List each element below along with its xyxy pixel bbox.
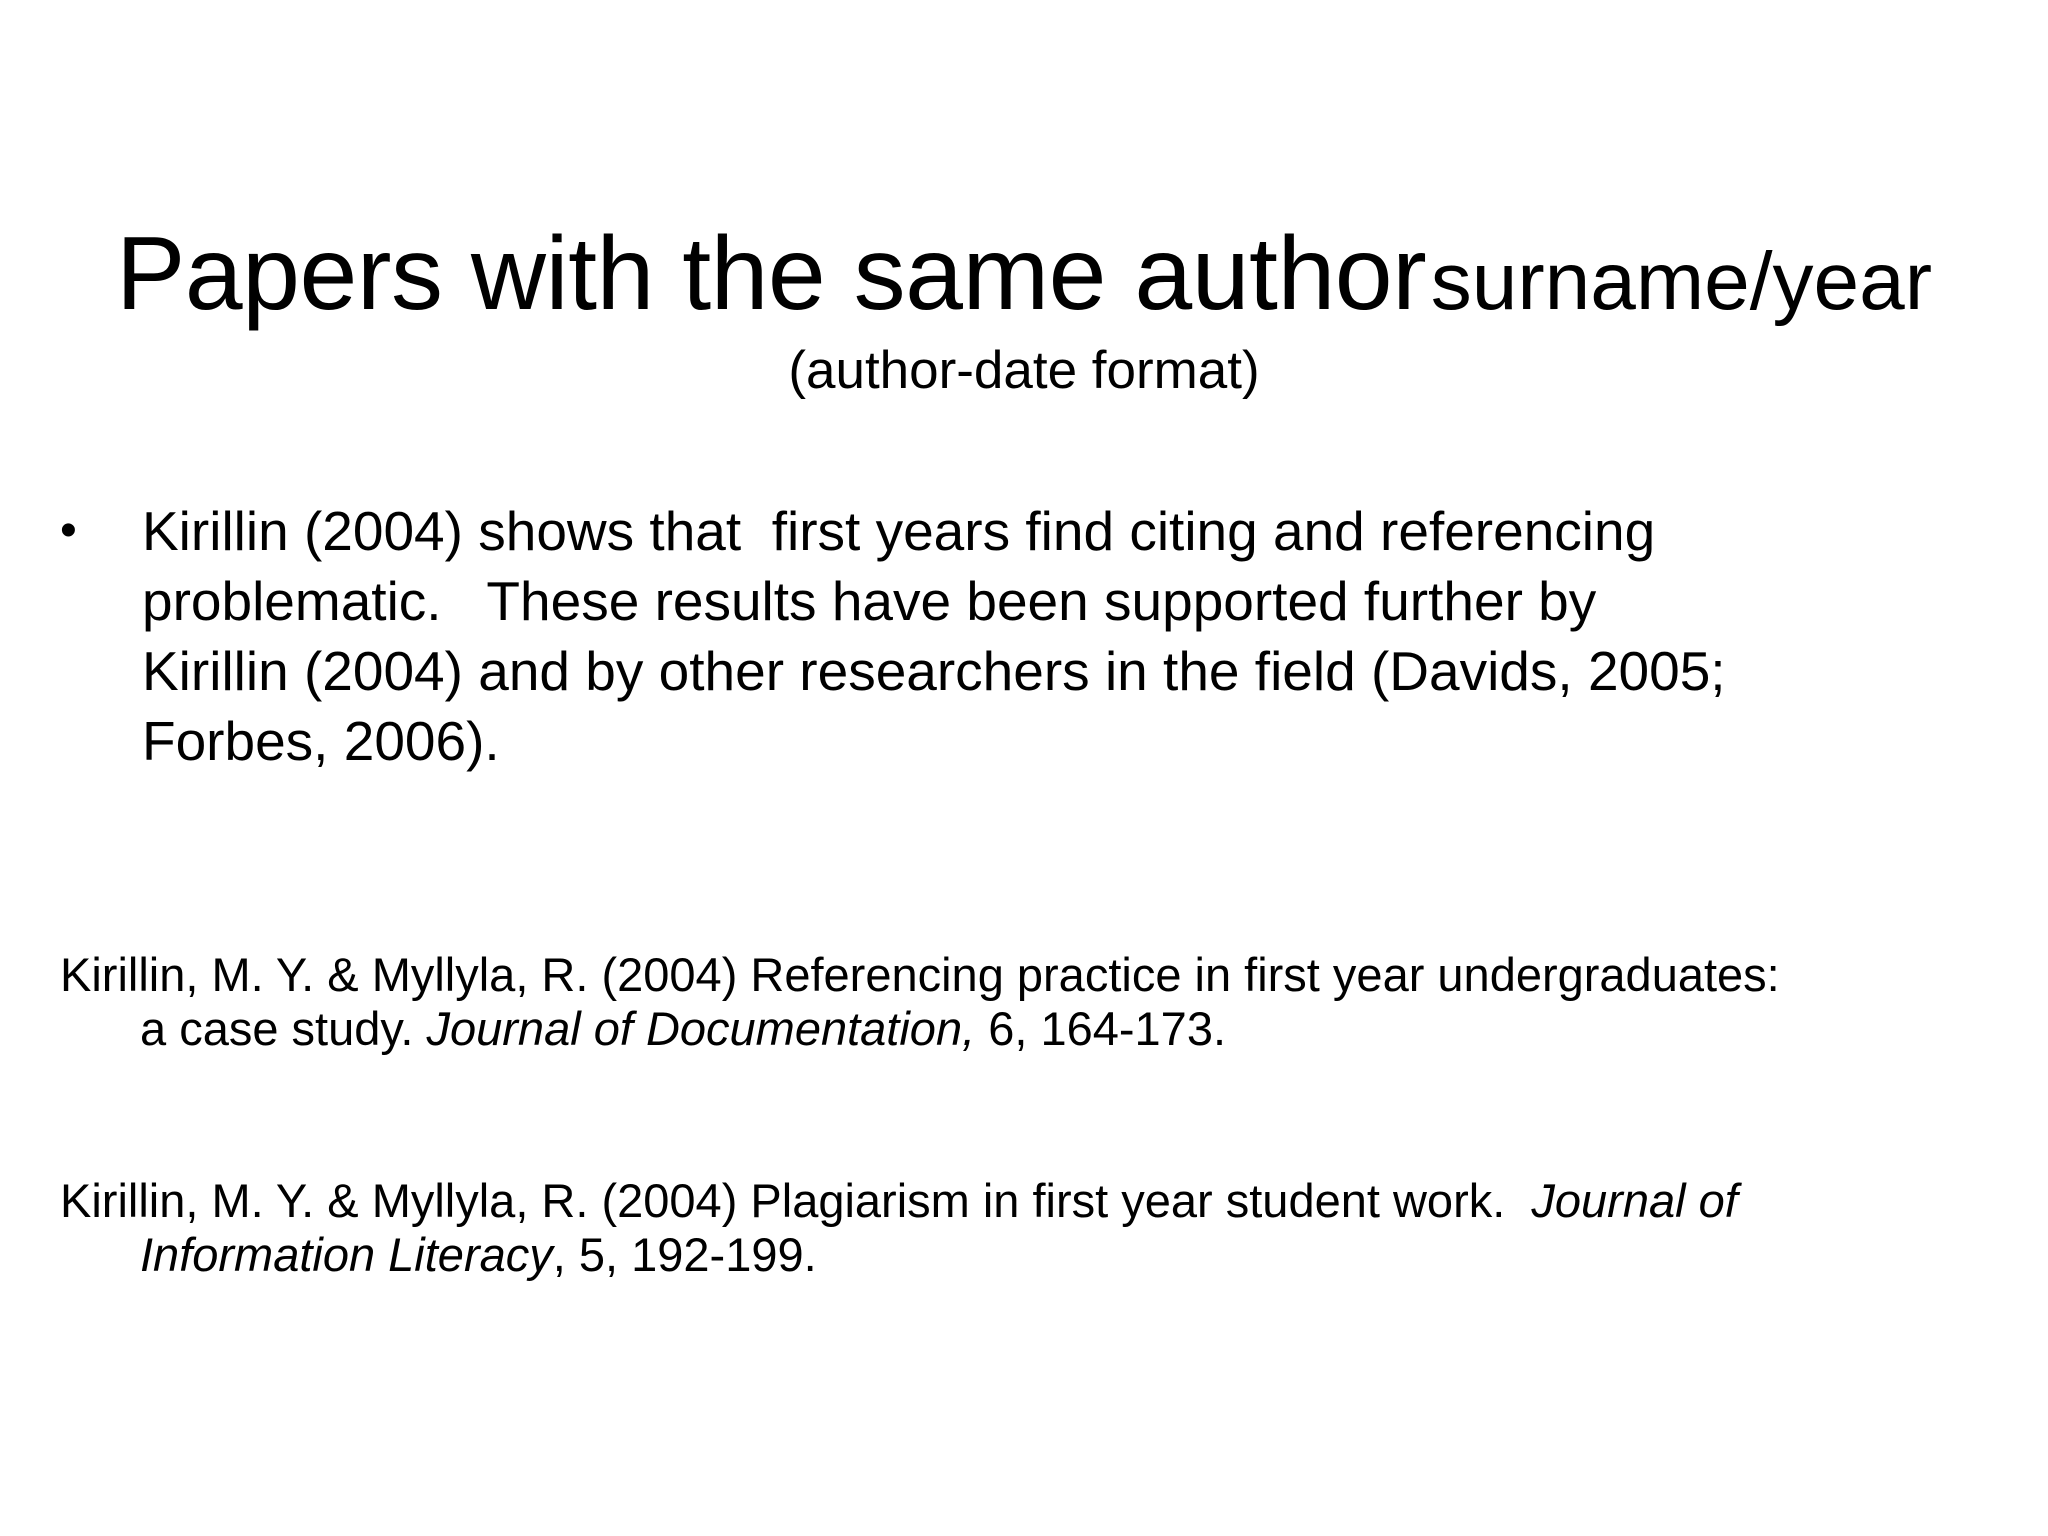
bullet-list: [58, 496, 1958, 776]
reference-line: [60, 1228, 2020, 1282]
reference-text: a case study.: [140, 1002, 427, 1055]
journal-title: Information Literacy: [140, 1228, 553, 1281]
reference-text: 6, 164-173.: [975, 1002, 1227, 1055]
reference-line: [60, 1174, 2020, 1228]
reference-text: Kirillin, M. Y. & Myllyla, R. (2004) Plagiarism in first year student work.: [60, 1174, 1532, 1227]
slide-title: [0, 216, 2048, 400]
slide-subtitle: (author-date format): [788, 341, 1260, 400]
bullet-line: problematic. These results have been supported further by: [142, 570, 1597, 632]
title-rest-text: surname/year: [1430, 236, 1933, 327]
journal-title: Journal of: [1531, 1174, 1738, 1227]
reference-text: , 5, 192-199.: [552, 1228, 817, 1281]
bullet-line: Forbes, 2006).: [142, 710, 500, 772]
reference-entry: [60, 948, 2020, 1056]
bullet-item: [58, 496, 1958, 776]
reference-entry: [60, 1174, 2020, 1282]
reference-line: Kirillin, M. Y. & Myllyla, R. (2004) Referencing practice in first year undergraduates:: [60, 948, 1780, 1001]
reference-line: [60, 1002, 2020, 1056]
title-line: [0, 216, 2048, 332]
bullet-line: Kirillin (2004) shows that first years find citing and referencing: [142, 500, 1656, 562]
journal-title: Journal of Documentation,: [426, 1002, 976, 1055]
reference-list: [60, 948, 2020, 1400]
title-main-text: Papers with the same author: [115, 216, 1427, 332]
bullet-text: [142, 496, 1902, 776]
bullet-line: Kirillin (2004) and by other researchers in the field (Davids, 2005;: [142, 640, 1726, 702]
bullet-dot-icon: •: [60, 504, 77, 557]
